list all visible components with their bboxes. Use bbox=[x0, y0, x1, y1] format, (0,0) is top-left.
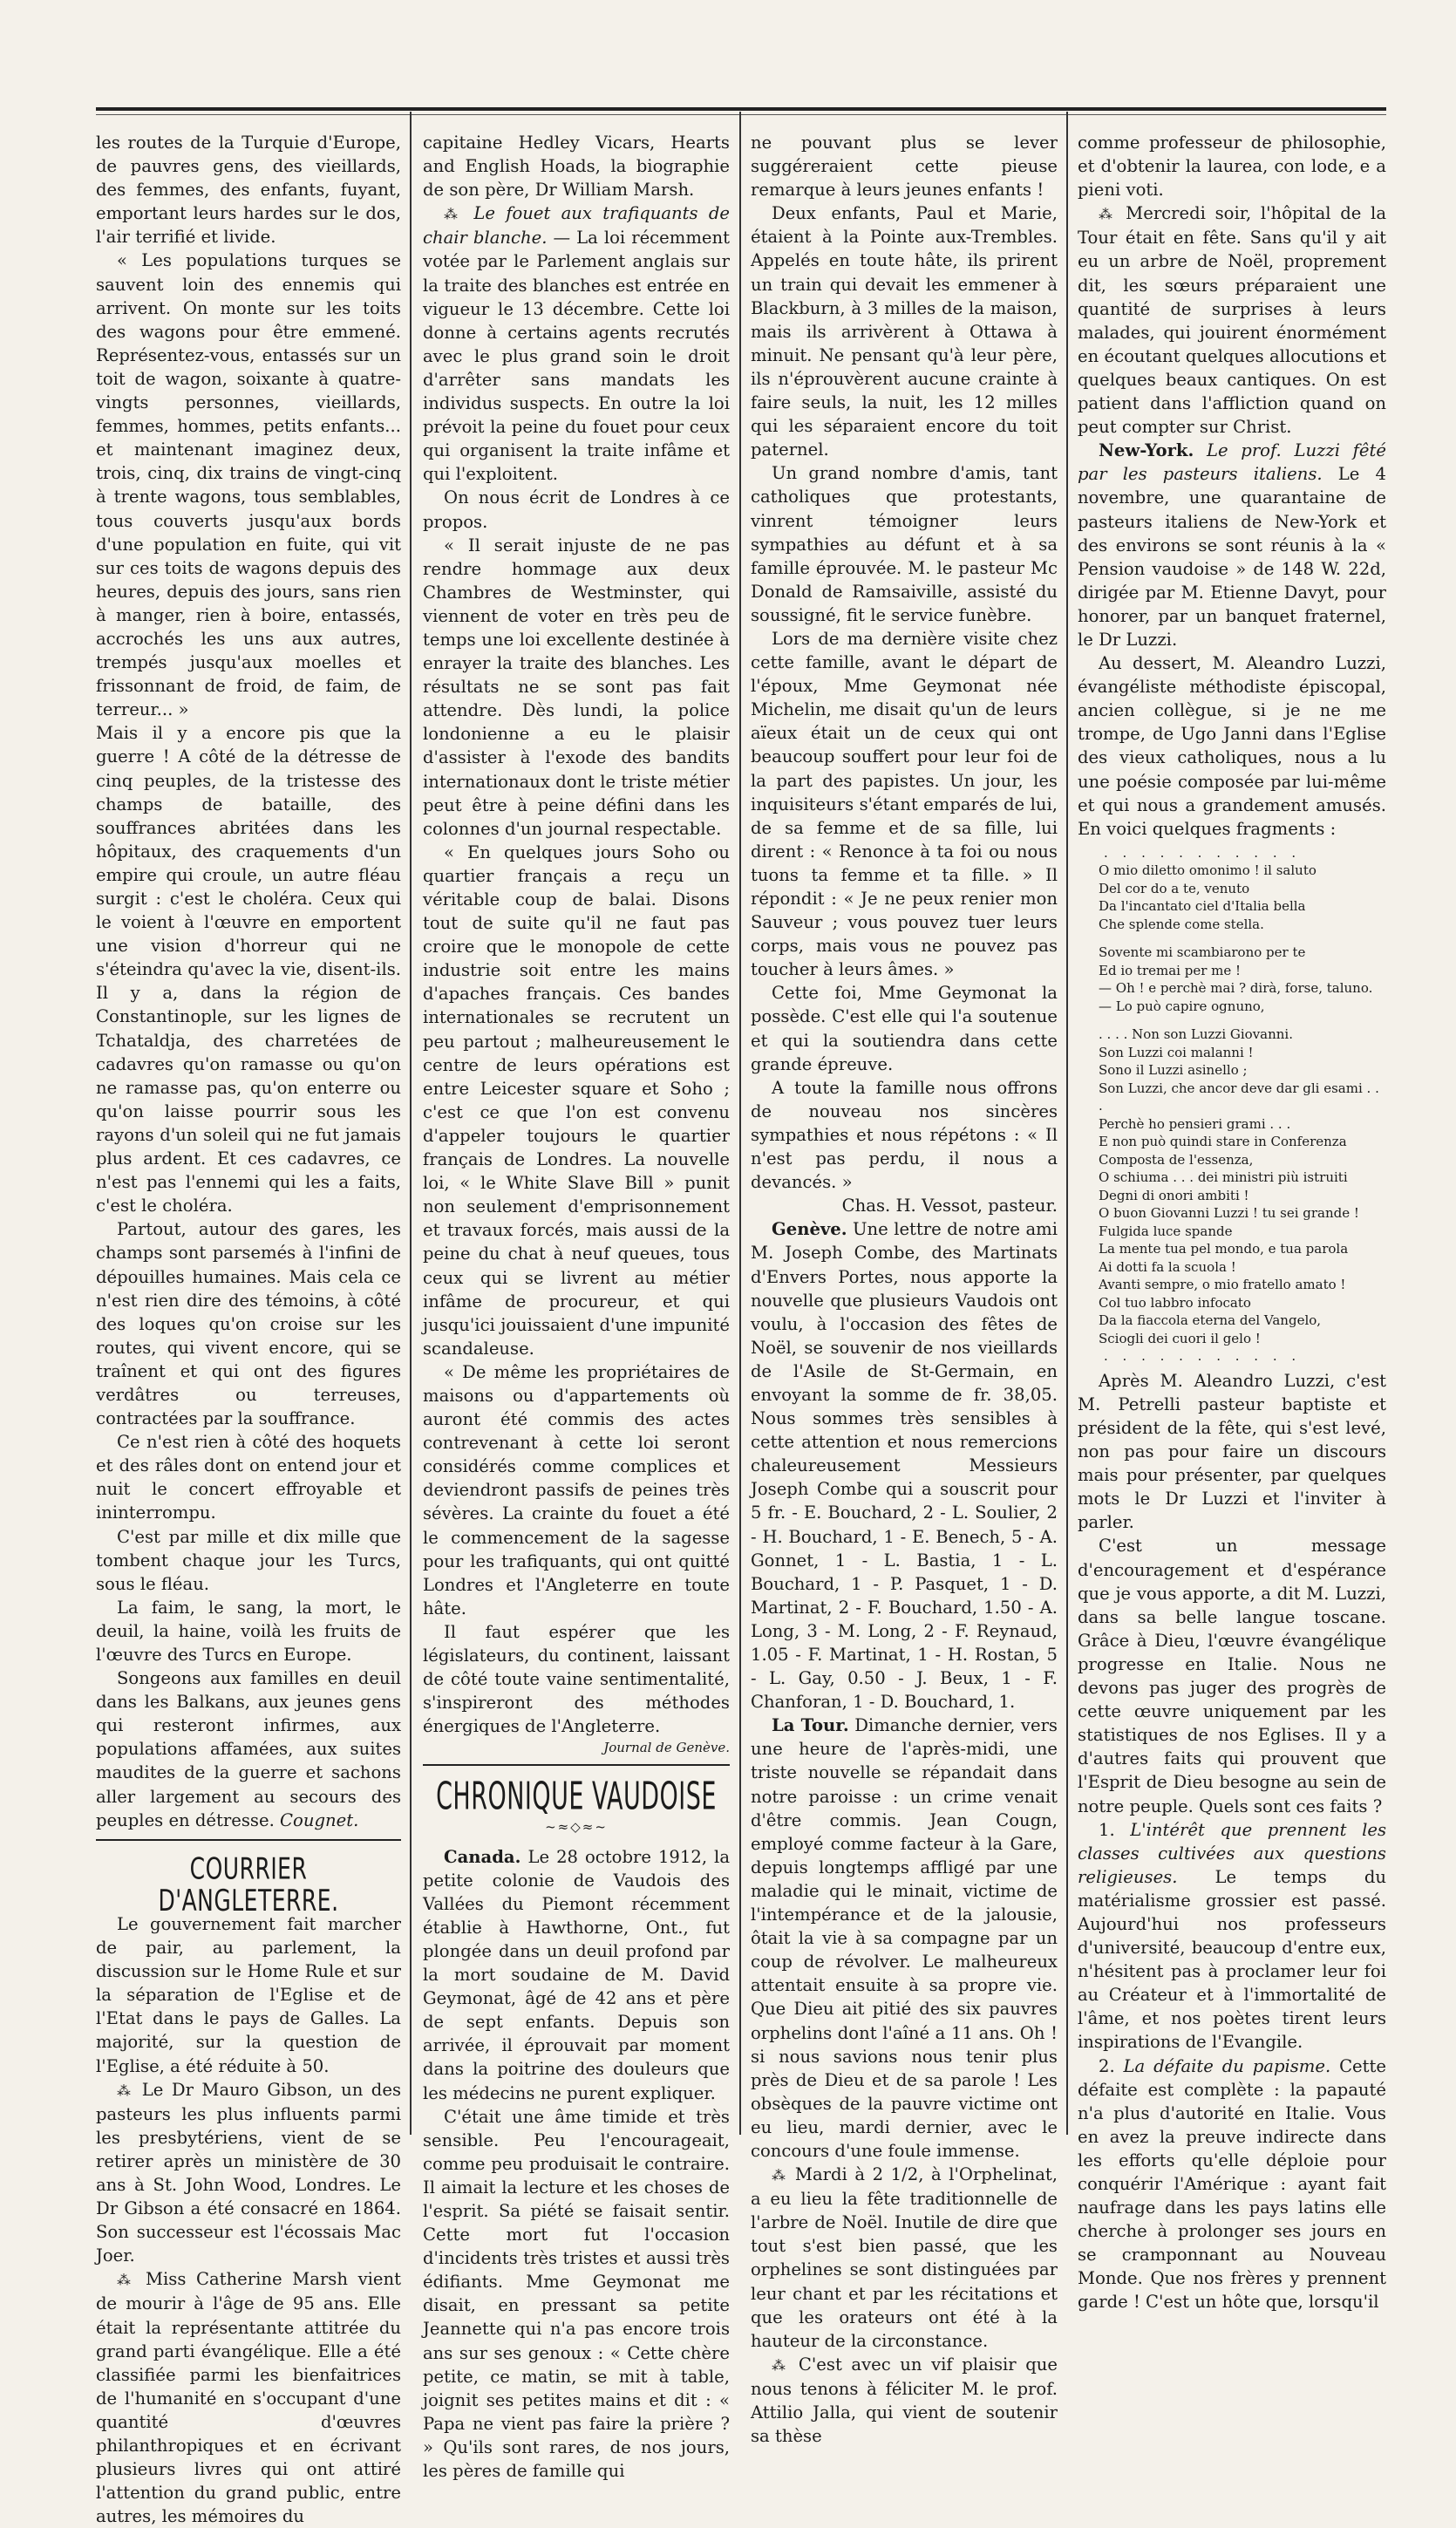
paragraph bbox=[1078, 1818, 1386, 2054]
paragraph-text: Le Dr Mauro Gibson, un des pasteurs les plus influents parmi les presbytériens, vient de se retirer après un ministère de 30 ans à St. John Wood, Londres. Le Dr Gibson a été consacré en 1864. Son successeur est l'écossais Mac Joer. bbox=[96, 2079, 402, 2266]
paragraph bbox=[1078, 2054, 1386, 2314]
paragraph-text: Songeons aux familles en deuil dans les Balkans, aux jeunes gens qui resteront infirmes, aux populations affamées, aux suites maudites de la guerre et sachons aller largement au secours des peuples en détresse. bbox=[96, 1668, 401, 1830]
paragraph bbox=[96, 1666, 401, 1832]
paragraph-text: Miss Catherine Marsh vient de mourir à l'âge de 95 ans. Elle était la représentante attitrée du grand parti évangélique. Elle a été classifiée parmi les bienfaitrices de l'humanité en s'occupant d'une quantité d'œuvres philanthropiques et en écrivant plusieurs livres qui ont attiré l'attention du grand public, entre autres, les mémoires du bbox=[96, 2269, 401, 2527]
poem-lines bbox=[1078, 862, 1386, 1347]
paragraph bbox=[1078, 439, 1386, 651]
paragraph-mark-icon: ⁂ bbox=[772, 2167, 788, 2184]
poem-line: — Oh ! e perchè mai ? dirà, forse, taluno. bbox=[1099, 980, 1373, 997]
header-rule-thin bbox=[96, 114, 1386, 115]
paragraph: La faim, le sang, la mort, le deuil, la haine, voilà les fruits de l'œuvre des Turcs en Europe. bbox=[96, 1597, 401, 1665]
poem-line: Sono il Luzzi asinello ; bbox=[1099, 1062, 1248, 1079]
poem-line: Perchè ho pensieri grami . . . bbox=[1099, 1115, 1291, 1132]
poem-line: Ai dotti fa la scuola ! bbox=[1099, 1258, 1236, 1275]
paragraph: Il faut espérer que les législateurs, du continent, laissant de côté toute vaine sentimentalité, s'inspireront des méthodes énergiques de l'Angleterre. bbox=[423, 1621, 730, 1737]
paragraph-mark-icon: ⁂ bbox=[117, 2082, 134, 2099]
paragraph-mark-icon: ⁂ bbox=[1099, 206, 1117, 223]
paragraph-text: Le 4 novembre, une quarantaine de pasteurs italiens de New-York et des environs se sont réunis à la « Pension vaudoise » de 148 W. 22d, dirigée par M. Etienne Davyt, pour honorer, par un banquet fraternel, le Dr Luzzi. bbox=[1078, 464, 1386, 650]
paragraph: Après M. Aleandro Luzzi, c'est M. Petrelli pasteur baptiste et président de la fête, qui s'est levé, non pas pour faire un discours mais pour présenter, par quelques mots le Dr Luzzi et l'inviter à parler. bbox=[1078, 1370, 1386, 1533]
paragraph bbox=[1078, 201, 1386, 439]
place-label: New-York. bbox=[1099, 440, 1194, 461]
paragraph: Le gouvernement fait marcher de pair, au parlement, la discussion sur le Home Rule et sur la séparation de l'Eglise et de l'Etat dans le pays de Galles. La majorité, sur la question de l'Eglise, a été réduite à 50. bbox=[96, 1913, 401, 2076]
paragraph bbox=[751, 2353, 1058, 2448]
paragraph: les routes de la Turquie d'Europe, de pauvres gens, des vieillards, des femmes, des enfants, fuyant, emportant leurs hardes sur le dos, l'air terrifié et livide. bbox=[96, 133, 401, 248]
paragraph bbox=[751, 2163, 1058, 2353]
poem-line: Sciogli dei cuori il gelo ! bbox=[1099, 1330, 1261, 1346]
source-credit: Journal de Genève. bbox=[603, 1740, 730, 1756]
paragraph: « Il serait injuste de ne pas rendre hommage aux deux Chambres de Westminster, qui viennent de voter en très peu de temps une loi excellente destinée à enrayer la traite des blanches. Les résultats ne se sont pas fait attendre. Dès lundi, la police londonienne a eu le plaisir d'assister à l'exode des bandits internationaux dont le triste métier peut être à peine défini dans les colonnes d'un journal respectable. bbox=[423, 535, 730, 839]
poem-stanza-gap bbox=[1078, 933, 1386, 944]
paragraph: « Les populations turques se sauvent loin des ennemis qui arrivent. On monte sur les toits des wagons pour être emmené. Représentez-vous, entassés sur un toit de wagon, soixante à quatre-vingts personnes, vieillards, femmes, hommes, petits enfants... et maintenant imaginez deux, trois, cinq, dix trains de vingt-cinq à trente wagons, tous semblables, tous couverts jusqu'aux bords d'une population en fuite, qui vit sur ces toits de wagons depuis des heures, depuis des jours, sans rien à manger, rien à boire, entassés, accrochés les uns aux autres, trempés jusqu'aux moelles et frissonnant de froid, de faim, de terreur... » bbox=[96, 250, 401, 720]
paragraph-text: Une lettre de notre ami M. Joseph Combe, des Martinats d'Envers Portes, nous apporte la nouvelle que plusieurs Vaudois ont voulu, à l'occasion des fêtes de Noël, se souvenir de nos vieillards de l'Asile de St-Germain, en envoyant la somme de fr. 38,05. Nous sommes très sensibles à cette attention et nous remercions chaleureusement Messieurs Joseph Combe qui a souscrit pour 5 fr. - E. Bouchard, 2 - L. Soulier, 2 - H. Bouchard, 1 - E. Benech, 5 - A. Gonnet, 1 - L. Bastia, 1 - L. Bouchard, 1 - P. Pasquet, 1 - D. Martinat, 2 - F. Bouchard, 1.50 - A. Long, 3 - M. Long, 2 - F. Reynaud, 1.05 - F. Martinat, 1 - H. Rostan, 5 - L. Gay, 0.50 - J. Beux, 1 - F. Chanforan, 1 - D. Bouchard, 1. bbox=[751, 1219, 1058, 1713]
paragraph-text: Cette défaite est complète : la papauté n'a plus d'autorité en Italie. Vous en avez la preuve indirecte dans les efforts qu'elle déploie pour conquérir l'Amérique : ayant fait naufrage dans les pays latins elle cherche à prolonger ses jours en se cramponnant au Nouveau Monde. Que nos frères y prennent garde ! C'est un hôte que, lorsqu'il bbox=[1078, 2055, 1386, 2313]
poem-line: Son Luzzi coi malanni ! bbox=[1099, 1044, 1254, 1060]
poem bbox=[1078, 844, 1386, 1366]
paragraph: On nous écrit de Londres à ce propos. bbox=[423, 487, 730, 532]
poem-line: La mente tua pel mondo, e tua parola bbox=[1099, 1241, 1349, 1257]
paragraph: capitaine Hedley Vicars, Hearts and English Hoads, la biographie de son père, Dr William Marsh. bbox=[423, 133, 730, 201]
poem-line: Fulgida luce spande bbox=[1099, 1223, 1233, 1239]
poem-line: Da l'incantato ciel d'Italia bella bbox=[1099, 898, 1306, 915]
paragraph-text: Le 28 octobre 1912, la petite colonie de Vaudois des Vallées du Piemont récemment établie à Hawthorne, Ont., fut plongée dans un deuil profond par la mort soudaine de M. David Geymonat, âgé de 42 ans et père de sept enfants. Depuis son arrivée, il éprouvait par moment dans la poitrine des douleurs que les médecins ne purent expliquer. bbox=[423, 1846, 730, 2103]
paragraph: ne pouvant plus se lever suggéreraient cette pieuse remarque à leurs jeunes enfants ! bbox=[751, 133, 1058, 201]
poem-line: O schiuma . . . dei ministri più istruiti bbox=[1099, 1169, 1348, 1186]
paragraph: C'est un message d'encouragement et d'espérance que je vous apporte, a dit M. Luzzi, dans sa belle langue toscane. Grâce à Dieu, l'œuvre évangélique progresse en Italie. Nous ne devons pas juger des progrès de cette œuvre uniquement par les statistiques de nos Eglises. Il y a d'autres faits qui prouvent que l'Esprit de Dieu besogne au sein de notre peuple. Quels sont ces faits ? bbox=[1078, 1536, 1386, 1816]
paragraph bbox=[751, 1217, 1058, 1714]
signature: Cougnet. bbox=[280, 1809, 359, 1830]
paragraph: C'était une âme timide et très sensible. Peu l'encourageait, comme peu produisait le contraire. Il aimait la lecture et les choses de l'esprit. Sa piété se faisait sentir. Cette mort fut l'occasion d'incidents très tristes et aussi très édifiants. Mme Geymonat me disait, en pressant sa petite Jeannette qui n'a pas encore trois ans sur ses genoux : « Cette chère petite, ce matin, se mit à table, joignit ses petites mains et dit : « Papa ne vient pas faire la prière ? » Qu'ils sont rares, de nos jours, les pères de famille qui bbox=[423, 2106, 730, 2481]
paragraph bbox=[96, 2267, 401, 2528]
column-rule bbox=[1066, 112, 1068, 2135]
poem-line: Avanti sempre, o mio fratello amato ! bbox=[1099, 1277, 1346, 1293]
paragraph-mark-icon: ⁂ bbox=[444, 206, 464, 223]
item-title: Le fouet aux trafiquants de chair blanche. — bbox=[423, 203, 731, 249]
poem-stanza-gap bbox=[1078, 1015, 1386, 1026]
poem-line: E non può quindi stare in Conferenza bbox=[1099, 1134, 1347, 1150]
header-rule bbox=[96, 107, 1386, 111]
paragraph bbox=[96, 2078, 401, 2268]
poem-line: Che splende come stella. bbox=[1099, 916, 1264, 932]
paragraph-text: Dimanche dernier, vers une heure de l'après-midi, une triste nouvelle se répandait dans notre paroisse : un crime venait d'être commis. Jean Cougn, employé comme facteur à la Gare, depuis longtemps affligé par une maladie qui le minait, victime de l'intempérance et de la jalousie, ôtait la vie à sa compagne par un coup de révolver. Le malheureux attentait ensuite à sa propre vie. Que Dieu ait pitié des six pauvres orphelins dont l'aîné a 11 ans. Oh ! si nous savions nous tenir plus près de Dieu et de sa parole ! Les obsèques de la pauvre victime ont eu lieu, mardi dernier, avec le concours d'une foule immense. bbox=[751, 1715, 1058, 2161]
poem-ellipsis: . . . . . . . . . . . bbox=[1104, 844, 1302, 861]
paragraph-mark-icon: ⁂ bbox=[772, 2356, 790, 2374]
paragraph: Deux enfants, Paul et Marie, étaient à la Pointe aux-Trembles. Appelés en toute hâte, ils prirent un train qui devait les emmener à Blackburn, à 3 milles de la maison, mais ils arrivèrent à Ottawa à minuit. Ne pensant qu'à leur père, ils n'éprouvèrent aucune crainte à faire seuls, la nuit, les 12 milles qui les séparaient encore du toit paternel. bbox=[751, 203, 1058, 460]
column-4 bbox=[1078, 131, 1387, 2313]
poem-line: O buon Giovanni Luzzi ! tu sei grande ! bbox=[1099, 1205, 1359, 1222]
poem-line: Col tuo labbro infocato bbox=[1099, 1294, 1251, 1311]
paragraph-text: Mardi à 2 1/2, à l'Orphelinat, a eu lieu la fête traditionnelle de l'arbre de Noël. Inutile de dire que tout s'est bien passé, que les orphelines se sont distinguées par leur chant et par les récitations et que les orateurs ont été à la hauteur de la circonstance. bbox=[751, 2164, 1058, 2351]
paragraph-mark-icon: ⁂ bbox=[117, 2272, 136, 2289]
poem-line: Da la fiaccola eterna del Vangelo, bbox=[1099, 1312, 1322, 1329]
column-rule bbox=[410, 112, 412, 2135]
paragraph: A toute la famille nous offrons de nouveau nos sincères sympathies et nous répétons : « Il n'est pas perdu, il nous a devancés. » bbox=[751, 1077, 1058, 1193]
paragraph-text: Le temps du matérialisme grossier est passé. Aujourd'hui nos professeurs d'université, beaucoup d'entre eux, n'hésitent pas à proclamer leur foi au Créateur et à l'immortalité de l'âme, et nos poètes tirent leurs inspirations de l'Evangile. bbox=[1078, 1866, 1387, 2053]
paragraph: « En quelques jours Soho ou quartier français a reçu un véritable coup de balai. Disons tout de suite qu'il ne faut pas croire que le monopole de cette industrie soit entre les mains d'apaches français. Ces bandes internationales se recrutent un peu partout ; malheureusement le centre de leurs opérations est entre Leicester square et Soho ; c'est ce que l'on est convenu d'appeler toujours le quartier français de Londres. La nouvelle loi, « le White Slave Bill » punit non seulement d'emprisonnement et travaux forcés, mais aussi de la peine du chat à neuf queues, tous ceux qui se livrent au métier infâme de procureur, et qui jusqu'ici jouissaient d'une impunité scandaleuse. bbox=[423, 842, 730, 1359]
poem-line: Del cor do a te, venuto bbox=[1099, 880, 1250, 896]
item-title: Le prof. Luzzi fêté par les pasteurs italiens. bbox=[1078, 440, 1386, 485]
section-rule bbox=[423, 1764, 730, 1766]
column-rule bbox=[739, 112, 741, 2135]
poem-line: Composta de l'essenza, bbox=[1099, 1151, 1254, 1168]
paragraph: C'est par mille et dix mille que tombent chaque jour les Turcs, sous le fléau. bbox=[96, 1526, 401, 1594]
paragraph: Cette foi, Mme Geymonat la possède. C'est elle qui l'a soutenue et qui la soutiendra dans cette grande épreuve. bbox=[751, 983, 1058, 1074]
paragraph: Mais il y a encore pis que la guerre ! A côté de la détresse de cinq peuples, de la tristesse des champs de bataille, des souffrances abritées dans les hôpitaux, des craquements d'un empire qui croule, un autre fléau surgit : c'est le choléra. Ceux qui le voient à l'œuvre en emportent une vision d'horreur qui ne s'éteindra qu'avec la vie, disent-ils. Il y a, dans la région de Constantinople, sur les lignes de Tchataldja, des charretées de cadavres qu'on ramasse ou qu'on ne ramasse pas, qu'on enterre ou qu'on laisse pourrir sous les rayons d'un soleil qui ne fut jamais plus ardent. Et ces cadavres, ce n'est pas l'ennemi qui les a faits, c'est le choléra. bbox=[96, 723, 401, 1216]
section-heading: COURRIER D'ANGLETERRE. bbox=[158, 1851, 339, 1918]
place-label: Canada. bbox=[444, 1846, 521, 1867]
poem-line: Sovente mi scambiarono per te bbox=[1099, 944, 1306, 961]
column-3 bbox=[751, 131, 1058, 2447]
paragraph bbox=[423, 1845, 730, 2105]
place-label: Genève. bbox=[772, 1219, 847, 1240]
poem-line: . . . . Non son Luzzi Giovanni. bbox=[1099, 1026, 1293, 1043]
item-number: 1. bbox=[1099, 1819, 1115, 1840]
section-rule bbox=[96, 1839, 401, 1841]
poem-line: Degni di onori ambiti ! bbox=[1099, 1187, 1249, 1203]
item-title: La défaite du papisme. bbox=[1123, 2055, 1331, 2076]
signature: Chas. H. Vessot, pasteur. bbox=[841, 1196, 1058, 1216]
paragraph: Lors de ma dernière visite chez cette famille, avant le départ de l'époux, Mme Geymonat née Michelin, me disait qu'un de leurs aïeux était un de ceux qui ont beaucoup souffert pour leur foi de la part des papistes. Un jour, les inquisiteurs s'étant emparés de lui, de sa femme et de sa fille, lui dirent : « Renonce à ta foi ou nous tuons ta femme et ta fille. » Il répondit : « Je ne peux renier mon Sauveur ; vous pouvez tuer leurs corps, mais vous ne pouvez pas toucher à leurs âmes. » bbox=[751, 628, 1058, 980]
paragraph: Un grand nombre d'amis, tant catholiques que protestants, vinrent témoigner leurs sympathies au défunt et à sa famille éprouvée. M. le pasteur Mc Donald de Ramsaiville, assisté du soussigné, fit le service funèbre. bbox=[751, 463, 1058, 625]
poem-line: O mio diletto omonimo ! il saluto bbox=[1099, 862, 1317, 879]
paragraph-text: Mercredi soir, l'hôpital de la Tour était en fête. Sans qu'il y ait eu un arbre de Noël, proprement dit, les sœurs préparaient une quantité de surprises à leurs malades, qui jouirent énormément en écoutant quelques allocutions et quelques beaux cantiques. On est patient dans l'affliction quand on peut compter sur Christ. bbox=[1078, 203, 1387, 438]
paragraph: Partout, autour des gares, les champs sont parsemés à l'infini de dépouilles humaines. Mais cela ce n'est rien dire des témoins, à côté des loques qu'on croise sur les routes, qui vivent encore, qui se traînent et qui ont des figures verdâtres ou terreuses, contractées par la souffrance. bbox=[96, 1219, 401, 1429]
paragraph: Ce n'est rien à côté des hoquets et des râles dont on entend jour et nuit le concert effroyable et ininterrompu. bbox=[96, 1432, 401, 1523]
paragraph-text: C'est avec un vif plaisir que nous tenons à féliciter M. le prof. Attilio Jalla, qui vient de soutenir sa thèse bbox=[751, 2354, 1058, 2447]
paragraph: « De même les propriétaires de maisons ou d'appartements où auront été commis des actes contrevenant à cette loi seront considérés comme complices et deviendront passifs de peines très sévères. La crainte du fouet a été le commencement de la sagesse pour les trafiquants, qui ont quitté Londres et l'Angleterre en toute hâte. bbox=[423, 1361, 730, 1618]
poem-line: — Lo può capire ognuno, bbox=[1099, 998, 1265, 1014]
paragraph bbox=[423, 201, 730, 486]
paragraph: Au dessert, M. Aleandro Luzzi, évangéliste méthodiste épiscopal, ancien collègue, si je ne me trompe, de Ugo Janni dans l'Eglise des vieux catholiques, nous a lu une poésie composée par lui-même et qui nous a grandement amusés. En voici quelques fragments : bbox=[1078, 653, 1386, 839]
paragraph bbox=[751, 1714, 1058, 2163]
ornament-icon: ~≈◇≈~ bbox=[545, 1819, 608, 1836]
paragraph: comme professeur de philosophie, et d'obtenir la laurea, con lode, e a pieni voti. bbox=[1078, 133, 1386, 201]
poem-line: Son Luzzi, che ancor deve dar gli esami . . . bbox=[1099, 1080, 1379, 1114]
poem-ellipsis: . . . . . . . . . . . bbox=[1104, 1348, 1302, 1365]
paragraph-text: La loi récemment votée par le Parlement anglais sur la traite des blanches est entrée en vigueur le 13 décembre. Cette loi donne à certains agents recrutés avec le plus grand soin le droit d'arrêter sans mandats les individus suspects. En outre la loi prévoit la peine du fouet pour ceux qui organisent la traite infâme et qui l'exploitent. bbox=[423, 228, 730, 485]
column-2 bbox=[423, 131, 731, 2481]
item-number: 2. bbox=[1099, 2055, 1115, 2076]
section-heading: CHRONIQUE VAUDOISE bbox=[436, 1775, 717, 1820]
item-title: L'intérêt que prennent les classes cultivées aux questions religieuses. bbox=[1078, 1819, 1387, 1887]
column-1 bbox=[96, 131, 402, 2527]
poem-line: Ed io tremai per me ! bbox=[1099, 962, 1242, 978]
place-label: La Tour. bbox=[772, 1715, 849, 1736]
